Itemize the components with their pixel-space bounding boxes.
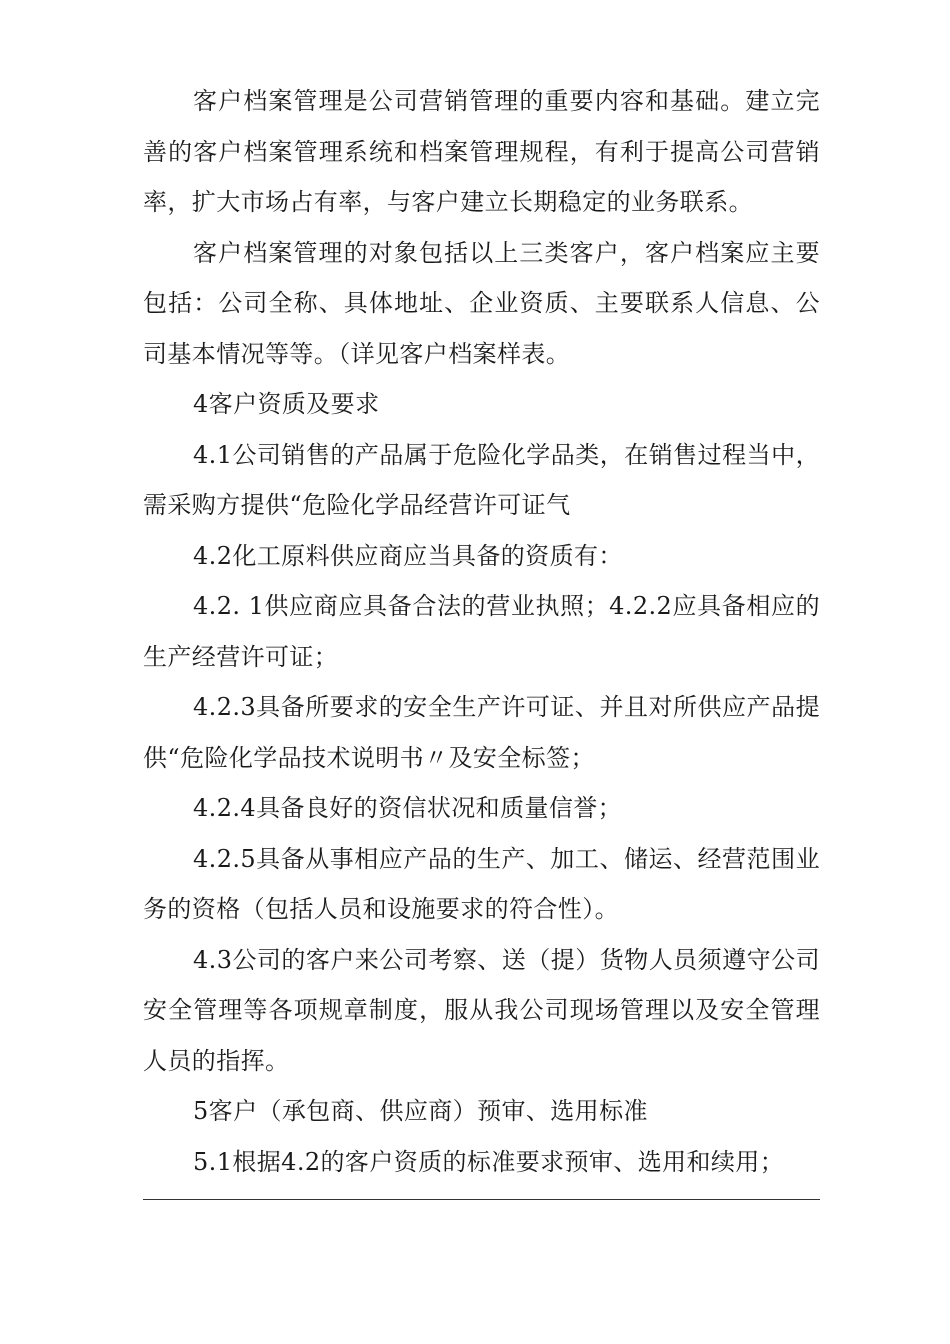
paragraph-4-2-1: 4.2. 1供应商应具备合法的营业执照；4.2.2应具备相应的生产经营许可证； [143, 592, 820, 671]
section-heading-5: 5客户（承包商、供应商）预审、选用标准 [193, 1097, 648, 1125]
paragraph-archive-intro: 客户档案管理是公司营销管理的重要内容和基础。建立完善的客户档案管理系统和档案管理规程，有利于提高公司营销率，扩大市场占有率，与客户建立长期稳定的业务联系。 [143, 87, 820, 216]
document-body [143, 76, 820, 1187]
paragraph-archive-scope: 客户档案管理的对象包括以上三类客户，客户档案应主要包括：公司全称、具体地址、企业资质、主要联系人信息、公司基本情况等等。（详见客户档案样表。 [143, 238, 820, 368]
section-heading-4: 4客户资质及要求 [193, 390, 380, 418]
paragraph-5-1: 5.1根据4.2的客户资质的标准要求预审、选用和续用； [193, 1147, 785, 1176]
paragraph-4-2-3: 4.2.3具备所要求的安全生产许可证、并且对所供应产品提供“危险化学品技术说明书〃及安全标签； [143, 693, 820, 772]
paragraph-4-3: 4.3公司的客户来公司考察、送（提）货物人员须遵守公司安全管理等各项规章制度，服从我公司现场管理以及安全管理人员的指挥。 [143, 945, 820, 1075]
paragraph-4-2: 4.2化工原料供应商应当具备的资质有： [193, 541, 623, 570]
paragraph-4-2-4: 4.2.4具备良好的资信状况和质量信誉； [193, 794, 623, 822]
paragraph-4-2-5: 4.2.5具备从事相应产品的生产、加工、储运、经营范围业务的资格（包括人员和设施要求的符合性）。 [143, 844, 820, 923]
footer-divider [143, 1199, 820, 1200]
paragraph-4-1: 4.1公司销售的产品属于危险化学品类，在销售过程当中，需采购方提供“危险化学品经营许可证气 [143, 440, 820, 519]
